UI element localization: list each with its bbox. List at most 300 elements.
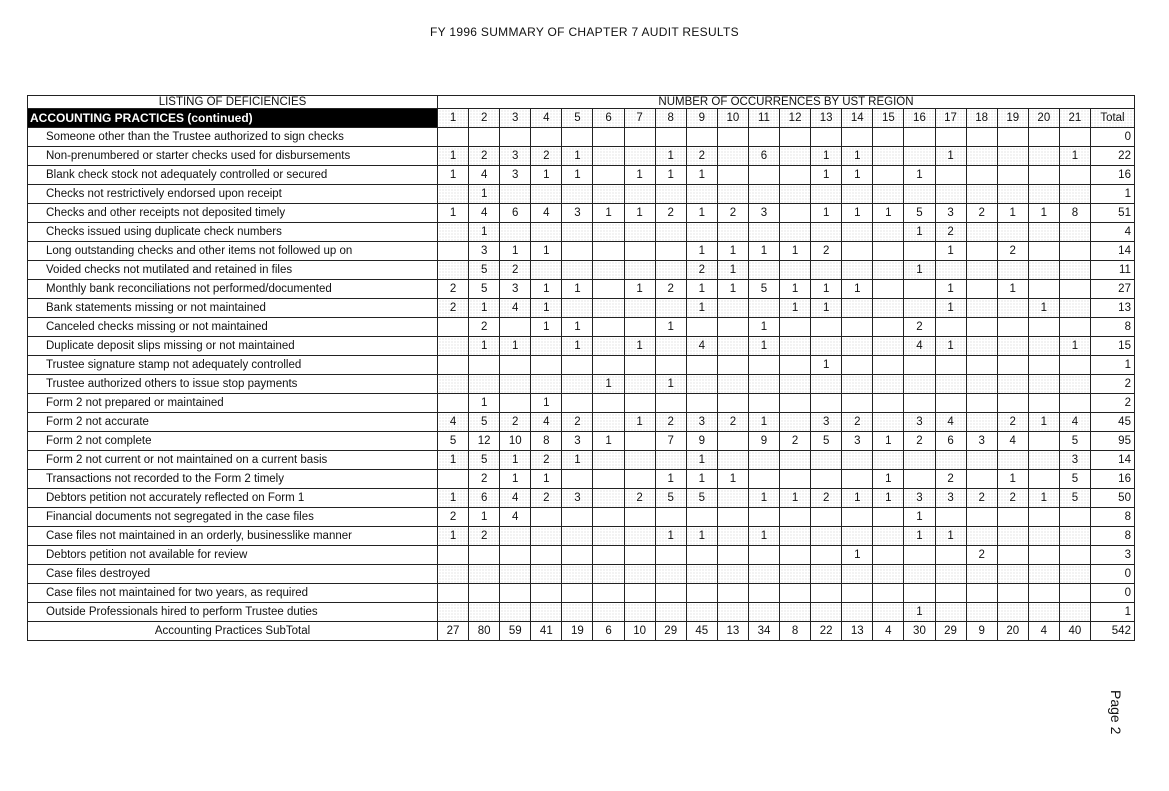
occurrence-cell: 4	[500, 489, 531, 508]
occurrence-cell: 1	[469, 223, 500, 242]
occurrence-cell	[500, 223, 531, 242]
occurrence-cell	[593, 584, 624, 603]
occurrence-cell	[748, 375, 779, 394]
row-total: 4	[1090, 223, 1134, 242]
occurrence-cell	[966, 280, 997, 299]
occurrence-cell	[997, 451, 1028, 470]
occurrence-cell	[997, 527, 1028, 546]
occurrence-cell: 1	[748, 337, 779, 356]
occurrence-cell	[904, 147, 935, 166]
occurrence-cell: 2	[966, 204, 997, 223]
occurrence-cell	[935, 356, 966, 375]
region-header: 7	[624, 109, 655, 128]
occurrence-cell	[997, 318, 1028, 337]
occurrence-cell	[997, 166, 1028, 185]
occurrence-cell	[562, 470, 593, 489]
occurrence-cell	[904, 451, 935, 470]
occurrence-cell: 1	[500, 451, 531, 470]
subtotal-cell: 13	[842, 622, 873, 641]
occurrence-cell	[780, 546, 811, 565]
occurrence-cell	[748, 451, 779, 470]
occurrence-cell	[531, 223, 562, 242]
occurrence-cell: 2	[562, 413, 593, 432]
table-row	[28, 508, 1135, 527]
occurrence-cell	[531, 603, 562, 622]
occurrence-cell	[624, 432, 655, 451]
occurrence-cell	[717, 394, 748, 413]
occurrence-cell	[1028, 337, 1059, 356]
occurrence-cell	[873, 356, 904, 375]
occurrence-cell: 1	[1028, 413, 1059, 432]
occurrence-cell	[1059, 584, 1090, 603]
occurrence-cell	[780, 413, 811, 432]
occurrence-cell	[966, 565, 997, 584]
occurrence-cell	[438, 470, 469, 489]
occurrence-cell	[438, 242, 469, 261]
occurrence-cell: 1	[811, 147, 842, 166]
occurrence-cell	[655, 242, 686, 261]
occurrence-cell: 3	[811, 413, 842, 432]
occurrence-cell: 3	[500, 166, 531, 185]
table-row	[28, 565, 1135, 584]
occurrence-cell: 2	[717, 204, 748, 223]
occurrence-cell: 1	[624, 166, 655, 185]
region-header: 18	[966, 109, 997, 128]
row-total: 2	[1090, 394, 1134, 413]
row-total: 16	[1090, 470, 1134, 489]
occurrence-cell	[935, 128, 966, 147]
occurrence-cell	[593, 318, 624, 337]
row-total: 0	[1090, 128, 1134, 147]
occurrence-cell	[1059, 223, 1090, 242]
table-row	[28, 584, 1135, 603]
occurrence-cell	[1028, 451, 1059, 470]
occurrence-cell	[780, 527, 811, 546]
occurrence-cell	[655, 223, 686, 242]
occurrence-cell	[904, 584, 935, 603]
occurrence-cell	[966, 318, 997, 337]
occurrence-cell	[780, 375, 811, 394]
occurrence-cell	[624, 508, 655, 527]
occurrence-cell: 4	[500, 508, 531, 527]
region-header: 21	[1059, 109, 1090, 128]
occurrence-cell	[904, 356, 935, 375]
occurrence-cell	[624, 318, 655, 337]
occurrence-cell: 1	[686, 280, 717, 299]
occurrence-cell	[655, 451, 686, 470]
occurrences-header: NUMBER OF OCCURRENCES BY UST REGION	[438, 96, 1135, 109]
occurrence-cell	[531, 356, 562, 375]
occurrence-cell: 5	[469, 451, 500, 470]
occurrence-cell	[780, 337, 811, 356]
occurrence-cell	[624, 185, 655, 204]
table-row	[28, 470, 1135, 489]
occurrence-cell: 1	[531, 470, 562, 489]
occurrence-cell	[1028, 546, 1059, 565]
occurrence-cell	[1059, 185, 1090, 204]
occurrence-cell	[873, 299, 904, 318]
occurrence-cell	[748, 565, 779, 584]
occurrence-cell	[717, 128, 748, 147]
occurrence-cell	[904, 299, 935, 318]
occurrence-cell: 3	[935, 489, 966, 508]
occurrence-cell	[966, 375, 997, 394]
occurrence-cell: 1	[997, 470, 1028, 489]
occurrence-cell	[873, 280, 904, 299]
occurrence-cell	[562, 527, 593, 546]
occurrence-cell	[500, 565, 531, 584]
occurrence-cell	[469, 584, 500, 603]
occurrence-cell	[624, 375, 655, 394]
occurrence-cell	[966, 185, 997, 204]
occurrence-cell	[500, 394, 531, 413]
occurrence-cell: 1	[717, 280, 748, 299]
occurrence-cell: 1	[873, 204, 904, 223]
occurrence-cell: 1	[904, 508, 935, 527]
occurrence-cell: 1	[842, 546, 873, 565]
occurrence-cell: 1	[1059, 337, 1090, 356]
row-total: 13	[1090, 299, 1134, 318]
table-row	[28, 337, 1135, 356]
subtotal-cell: 59	[500, 622, 531, 641]
occurrence-cell: 9	[748, 432, 779, 451]
subtotal-row	[28, 622, 1135, 641]
subtotal-total: 542	[1090, 622, 1134, 641]
occurrence-cell	[717, 603, 748, 622]
occurrence-cell: 1	[562, 280, 593, 299]
subtotal-cell: 80	[469, 622, 500, 641]
occurrence-cell	[717, 565, 748, 584]
occurrence-cell: 1	[842, 166, 873, 185]
occurrence-cell	[842, 356, 873, 375]
row-total: 8	[1090, 508, 1134, 527]
deficiency-label: Blank check stock not adequately controlled or secured	[28, 166, 438, 185]
occurrence-cell: 2	[997, 242, 1028, 261]
occurrence-cell: 4	[935, 413, 966, 432]
occurrence-cell	[438, 223, 469, 242]
occurrence-cell	[780, 223, 811, 242]
occurrence-cell	[842, 185, 873, 204]
region-header: 3	[500, 109, 531, 128]
region-header: 4	[531, 109, 562, 128]
occurrence-cell	[500, 546, 531, 565]
occurrence-cell	[717, 451, 748, 470]
occurrence-cell: 3	[469, 242, 500, 261]
occurrence-cell: 1	[686, 204, 717, 223]
occurrence-cell	[780, 356, 811, 375]
occurrence-cell	[655, 128, 686, 147]
occurrence-cell: 1	[780, 280, 811, 299]
occurrence-cell	[562, 185, 593, 204]
table-row	[28, 527, 1135, 546]
table-row	[28, 147, 1135, 166]
occurrence-cell	[593, 489, 624, 508]
occurrence-cell: 2	[438, 299, 469, 318]
occurrence-cell	[904, 565, 935, 584]
occurrence-cell	[717, 356, 748, 375]
occurrence-cell	[531, 565, 562, 584]
occurrence-cell	[811, 451, 842, 470]
occurrence-cell	[500, 318, 531, 337]
occurrence-cell	[531, 584, 562, 603]
occurrence-cell: 1	[935, 337, 966, 356]
occurrence-cell	[873, 394, 904, 413]
audit-results-table	[27, 95, 1135, 641]
row-total: 50	[1090, 489, 1134, 508]
occurrence-cell	[748, 508, 779, 527]
occurrence-cell	[997, 603, 1028, 622]
occurrence-cell	[686, 128, 717, 147]
occurrence-cell	[624, 546, 655, 565]
region-header: 12	[780, 109, 811, 128]
occurrence-cell	[780, 584, 811, 603]
occurrence-cell	[966, 166, 997, 185]
occurrence-cell	[562, 223, 593, 242]
occurrence-cell	[438, 546, 469, 565]
occurrence-cell	[780, 565, 811, 584]
occurrence-cell: 1	[873, 470, 904, 489]
occurrence-cell	[469, 565, 500, 584]
occurrence-cell	[811, 546, 842, 565]
occurrence-cell: 1	[748, 318, 779, 337]
occurrence-cell: 1	[748, 413, 779, 432]
occurrence-cell	[935, 565, 966, 584]
occurrence-cell	[624, 584, 655, 603]
occurrence-cell: 3	[500, 147, 531, 166]
subtotal-cell: 27	[438, 622, 469, 641]
occurrence-cell: 2	[935, 470, 966, 489]
occurrence-cell: 2	[655, 280, 686, 299]
table-row	[28, 223, 1135, 242]
subtotal-cell: 10	[624, 622, 655, 641]
row-total: 1	[1090, 356, 1134, 375]
occurrence-cell	[904, 375, 935, 394]
row-total: 3	[1090, 546, 1134, 565]
occurrence-cell	[655, 299, 686, 318]
occurrence-cell: 4	[531, 204, 562, 223]
occurrence-cell	[531, 337, 562, 356]
occurrence-cell	[1059, 394, 1090, 413]
occurrence-cell	[438, 185, 469, 204]
occurrence-cell	[873, 584, 904, 603]
occurrence-cell	[811, 337, 842, 356]
occurrence-cell	[748, 356, 779, 375]
occurrence-cell	[686, 394, 717, 413]
occurrence-cell: 3	[935, 204, 966, 223]
row-total: 1	[1090, 603, 1134, 622]
occurrence-cell	[438, 261, 469, 280]
occurrence-cell: 1	[873, 432, 904, 451]
occurrence-cell	[997, 508, 1028, 527]
occurrence-cell: 2	[935, 223, 966, 242]
occurrence-cell: 2	[500, 413, 531, 432]
deficiency-label: Checks and other receipts not deposited timely	[28, 204, 438, 223]
occurrence-cell: 1	[500, 470, 531, 489]
occurrence-cell	[748, 223, 779, 242]
occurrence-cell: 1	[655, 375, 686, 394]
occurrence-cell	[873, 147, 904, 166]
occurrence-cell	[1028, 508, 1059, 527]
occurrence-cell	[935, 584, 966, 603]
occurrence-cell: 2	[811, 242, 842, 261]
occurrence-cell: 3	[966, 432, 997, 451]
region-header: 9	[686, 109, 717, 128]
subtotal-cell: 29	[935, 622, 966, 641]
occurrence-cell: 1	[811, 299, 842, 318]
occurrence-cell: 1	[686, 470, 717, 489]
occurrence-cell	[780, 470, 811, 489]
occurrence-cell	[717, 489, 748, 508]
occurrence-cell: 2	[966, 489, 997, 508]
occurrence-cell	[593, 508, 624, 527]
section-header: ACCOUNTING PRACTICES (continued)	[28, 109, 438, 128]
occurrence-cell	[655, 356, 686, 375]
deficiency-label: Checks issued using duplicate check numbers	[28, 223, 438, 242]
occurrence-cell	[655, 185, 686, 204]
occurrence-cell	[624, 299, 655, 318]
occurrence-cell	[904, 242, 935, 261]
occurrence-cell	[717, 584, 748, 603]
occurrence-cell: 6	[748, 147, 779, 166]
row-total: 1	[1090, 185, 1134, 204]
occurrence-cell	[935, 394, 966, 413]
region-header: 15	[873, 109, 904, 128]
occurrence-cell	[1059, 299, 1090, 318]
occurrence-cell	[531, 128, 562, 147]
occurrence-cell: 6	[469, 489, 500, 508]
deficiency-label: Trustee authorized others to issue stop payments	[28, 375, 438, 394]
occurrence-cell: 3	[842, 432, 873, 451]
occurrence-cell	[873, 375, 904, 394]
occurrence-cell: 2	[717, 413, 748, 432]
occurrence-cell	[935, 166, 966, 185]
occurrence-cell	[531, 546, 562, 565]
row-total: 11	[1090, 261, 1134, 280]
occurrence-cell: 1	[531, 166, 562, 185]
occurrence-cell	[624, 147, 655, 166]
region-header: 2	[469, 109, 500, 128]
occurrence-cell	[1059, 318, 1090, 337]
occurrence-cell	[717, 508, 748, 527]
region-header: 10	[717, 109, 748, 128]
occurrence-cell	[966, 147, 997, 166]
row-total: 15	[1090, 337, 1134, 356]
table-row	[28, 394, 1135, 413]
occurrence-cell	[593, 223, 624, 242]
occurrence-cell	[438, 394, 469, 413]
table-row	[28, 451, 1135, 470]
occurrence-cell	[873, 261, 904, 280]
deficiency-label: Bank statements missing or not maintained	[28, 299, 438, 318]
total-header: Total	[1090, 109, 1134, 128]
occurrence-cell	[717, 147, 748, 166]
occurrence-cell: 6	[935, 432, 966, 451]
occurrence-cell	[1028, 375, 1059, 394]
occurrence-cell: 8	[1059, 204, 1090, 223]
occurrence-cell: 2	[531, 451, 562, 470]
row-total: 16	[1090, 166, 1134, 185]
occurrence-cell	[748, 603, 779, 622]
occurrence-cell	[531, 508, 562, 527]
occurrence-cell: 2	[469, 147, 500, 166]
occurrence-cell	[593, 470, 624, 489]
occurrence-cell	[717, 375, 748, 394]
occurrence-cell: 1	[500, 242, 531, 261]
occurrence-cell: 1	[624, 337, 655, 356]
occurrence-cell	[686, 223, 717, 242]
occurrence-cell	[1059, 546, 1090, 565]
occurrence-cell: 5	[469, 413, 500, 432]
occurrence-cell	[686, 185, 717, 204]
occurrence-cell	[811, 318, 842, 337]
occurrence-cell	[655, 337, 686, 356]
subtotal-cell: 41	[531, 622, 562, 641]
occurrence-cell	[811, 470, 842, 489]
occurrence-cell	[842, 223, 873, 242]
occurrence-cell	[997, 128, 1028, 147]
occurrence-cell	[966, 299, 997, 318]
occurrence-cell	[562, 394, 593, 413]
occurrence-cell	[593, 565, 624, 584]
deficiency-label: Outside Professionals hired to perform Trustee duties	[28, 603, 438, 622]
occurrence-cell: 2	[500, 261, 531, 280]
occurrence-cell	[624, 242, 655, 261]
occurrence-cell: 2	[469, 318, 500, 337]
row-total: 27	[1090, 280, 1134, 299]
deficiency-label: Form 2 not accurate	[28, 413, 438, 432]
occurrence-cell	[500, 356, 531, 375]
occurrence-cell	[593, 261, 624, 280]
occurrence-cell	[780, 603, 811, 622]
occurrence-cell: 9	[686, 432, 717, 451]
occurrence-cell: 1	[935, 147, 966, 166]
table-row	[28, 261, 1135, 280]
table-row	[28, 356, 1135, 375]
deficiency-label: Transactions not recorded to the Form 2 timely	[28, 470, 438, 489]
occurrence-cell	[624, 261, 655, 280]
deficiency-label: Duplicate deposit slips missing or not maintained	[28, 337, 438, 356]
occurrence-cell	[997, 185, 1028, 204]
occurrence-cell: 5	[438, 432, 469, 451]
occurrence-cell: 8	[531, 432, 562, 451]
occurrence-cell: 1	[686, 299, 717, 318]
occurrence-cell	[966, 242, 997, 261]
occurrence-cell: 1	[997, 204, 1028, 223]
occurrence-cell: 1	[935, 299, 966, 318]
occurrence-cell	[593, 166, 624, 185]
occurrence-cell	[593, 337, 624, 356]
subtotal-cell: 9	[966, 622, 997, 641]
table-row	[28, 280, 1135, 299]
occurrence-cell	[966, 527, 997, 546]
occurrence-cell	[935, 185, 966, 204]
row-total: 22	[1090, 147, 1134, 166]
occurrence-cell: 2	[624, 489, 655, 508]
occurrence-cell: 1	[842, 204, 873, 223]
occurrence-cell	[780, 147, 811, 166]
subtotal-cell: 4	[873, 622, 904, 641]
occurrence-cell	[873, 337, 904, 356]
occurrence-cell	[624, 451, 655, 470]
deficiency-label: Form 2 not prepared or maintained	[28, 394, 438, 413]
occurrence-cell	[1059, 280, 1090, 299]
occurrence-cell: 3	[1059, 451, 1090, 470]
occurrence-cell	[686, 584, 717, 603]
occurrence-cell: 1	[531, 318, 562, 337]
occurrence-cell	[1028, 603, 1059, 622]
occurrence-cell	[780, 185, 811, 204]
occurrence-cell	[686, 318, 717, 337]
